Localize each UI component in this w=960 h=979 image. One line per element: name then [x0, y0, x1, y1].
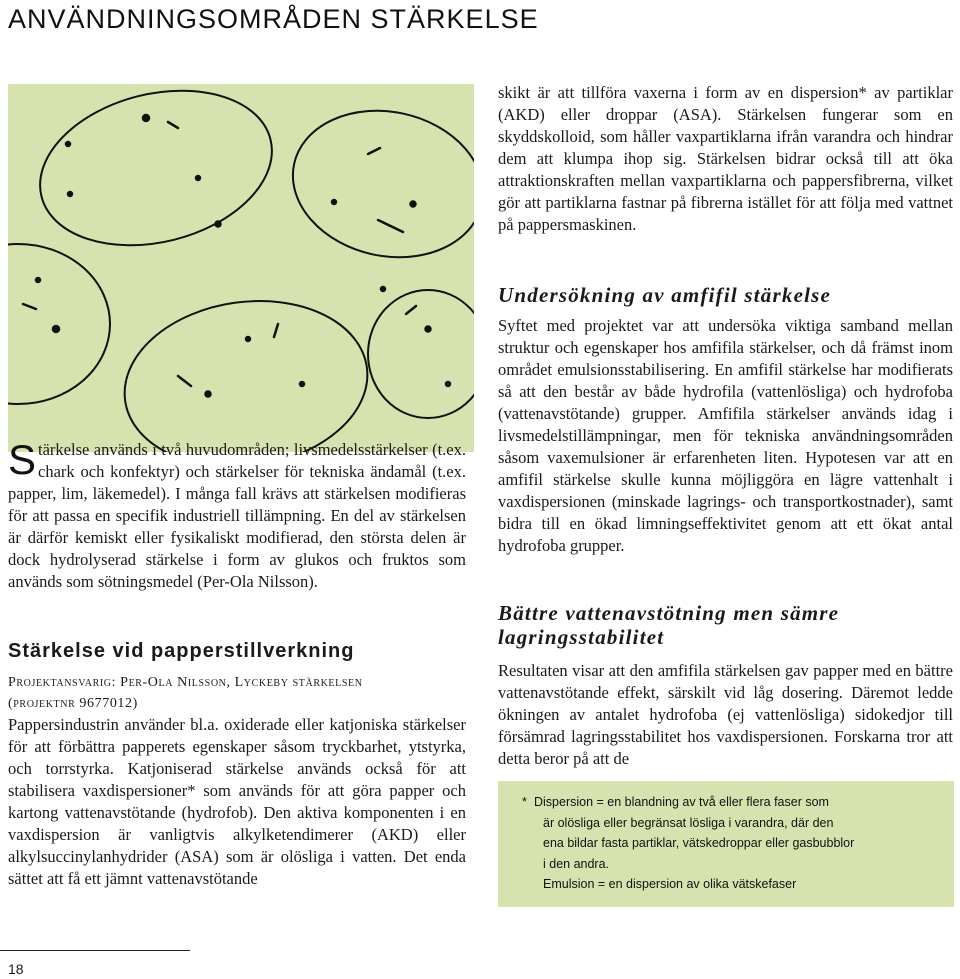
paper-section-heading: Stärkelse vid papperstillverkning: [8, 640, 355, 662]
result-section-heading: Bättre vattenavstötning men sämre lagringsstabilitet: [498, 601, 840, 649]
intro-text: tärkelse används i två huvudområden; livsmedelsstärkelser (t.ex. chark och konfektyr) och stärkelser för tekniska ändamål (t.ex. papper, lim, läkemedel). I många fall krävs att stärkelsen modifieras för att passa en specifik industriell tillämpning. En del av stärkelsen är därför kemiskt eller fysikaliskt modifierad, den största delen är dock hydrolyserad stärkelse i form av glukos och fruktos som används som sötningsmedel (Per-Ola Nilsson).: [8, 440, 466, 591]
starch-granules-illustration: [8, 84, 474, 452]
page-title: ANVÄNDNINGSOMRÅDEN STÄRKELSE: [8, 4, 539, 34]
drop-cap: S: [8, 436, 37, 483]
paper-section-continued: [498, 82, 953, 236]
footnote-star: *: [522, 795, 527, 809]
amfifil-section-heading: Undersökning av amfifil stärkelse: [498, 283, 832, 307]
result-section-body: [498, 660, 953, 770]
footnote-line-5: Emulsion = en dispersion av olika vätskefaser: [543, 877, 797, 891]
paper-body-text: Pappersindustrin använder bl.a. oxiderade eller katjoniska stärkelser för att förbättra papperets egenskaper såsom tryckbarhet, ytstyrka, och torrstyrka. Katjoniserad stärkelse används också för att stabilisera vaxdispersioner* som används för att göra papper och kartong vattenavstötande (hydrofob). Den aktiva komponenten i en vaxdispersion är vanligtvis alkylketendimerer (AKD) eller alkylsuccinylanhydrider (ASA) som är olösliga i vatten. Det enda sättet att få ett jämnt vattenavstötande: [8, 715, 466, 888]
amfifil-section-body: [498, 315, 953, 557]
footnote-text-1: Dispersion = en blandning av två eller flera faser som: [534, 795, 829, 809]
page-footer-rule: [0, 950, 190, 951]
footnote-box: [498, 781, 954, 907]
footnote-line-2: är olösliga eller begränsat lösliga i varandra, där den: [543, 815, 834, 830]
result-body-text: Resultaten visar att den amfifila stärkelsen gav papper med en bättre vattenavstötande effekt, särskilt vid låg dosering. Däremot ledde ökningen av antalet hydrofoba (ej vattenlösliga) sidokedjor till försämrad lagringsstabilitet hos vaxdispersionen. Forskarna tror att detta beror på att de: [498, 661, 953, 768]
byline-line-2: (projektnr 9677012): [8, 696, 138, 711]
footnote-line-4: i den andra.: [543, 856, 610, 871]
page-number: 18: [8, 961, 24, 977]
project-byline: [8, 672, 468, 714]
byline-line-1: Projektansvarig: Per-Ola Nilsson, Lyckeby stärkelsen: [8, 675, 363, 690]
intro-paragraph: [8, 436, 466, 593]
amfifil-body-text: Syftet med projektet var att undersöka viktiga samband mellan struktur och egenskaper hos amfifila stärkelser, och då främst inom området emulsionsstabilisering. En amfifil stärkelse har modifierats så att den består av både hydrofila (vattenlösliga) och hydrofoba (vattenavstötande) grupper. Amfifila stärkelser används idag i livsmedelstillämpningar, men för tekniska användningsområden såsom vaxemulsioner är erfarenheten liten. Hypotesen var att en amfifil stärkelse skulle kunna möjliggöra en lägre vattenhalt i vaxdispersionen (minskade lagrings- och transportkostnader), samt bidra till en ökad limningseffektivitet genom att ett ökat antal hydrofoba grupper.: [498, 316, 953, 555]
starch-granules-drawing: [8, 84, 474, 452]
paper-continued-text: skikt är att tillföra vaxerna i form av en dispersion* av partiklar (AKD) eller droppar (ASA). Stärkelsen fungerar som en skyddskolloid, som håller vaxpartiklarna ifrån varandra och hindrar dem att klumpa ihop sig. Stärkelsen bidrar också till att öka attraktionskraften mellan vaxpartiklarna och pappersfibrerna, vilket gör att partiklarna fastnar på fibrerna istället för att följa med vattnet på pappersmaskinen.: [498, 83, 953, 234]
footnote-line-3: ena bildar fasta partiklar, vätskedroppar eller gasbubblor: [543, 836, 855, 850]
footnote-line-1: [522, 792, 944, 813]
paper-section-body: [8, 714, 466, 890]
